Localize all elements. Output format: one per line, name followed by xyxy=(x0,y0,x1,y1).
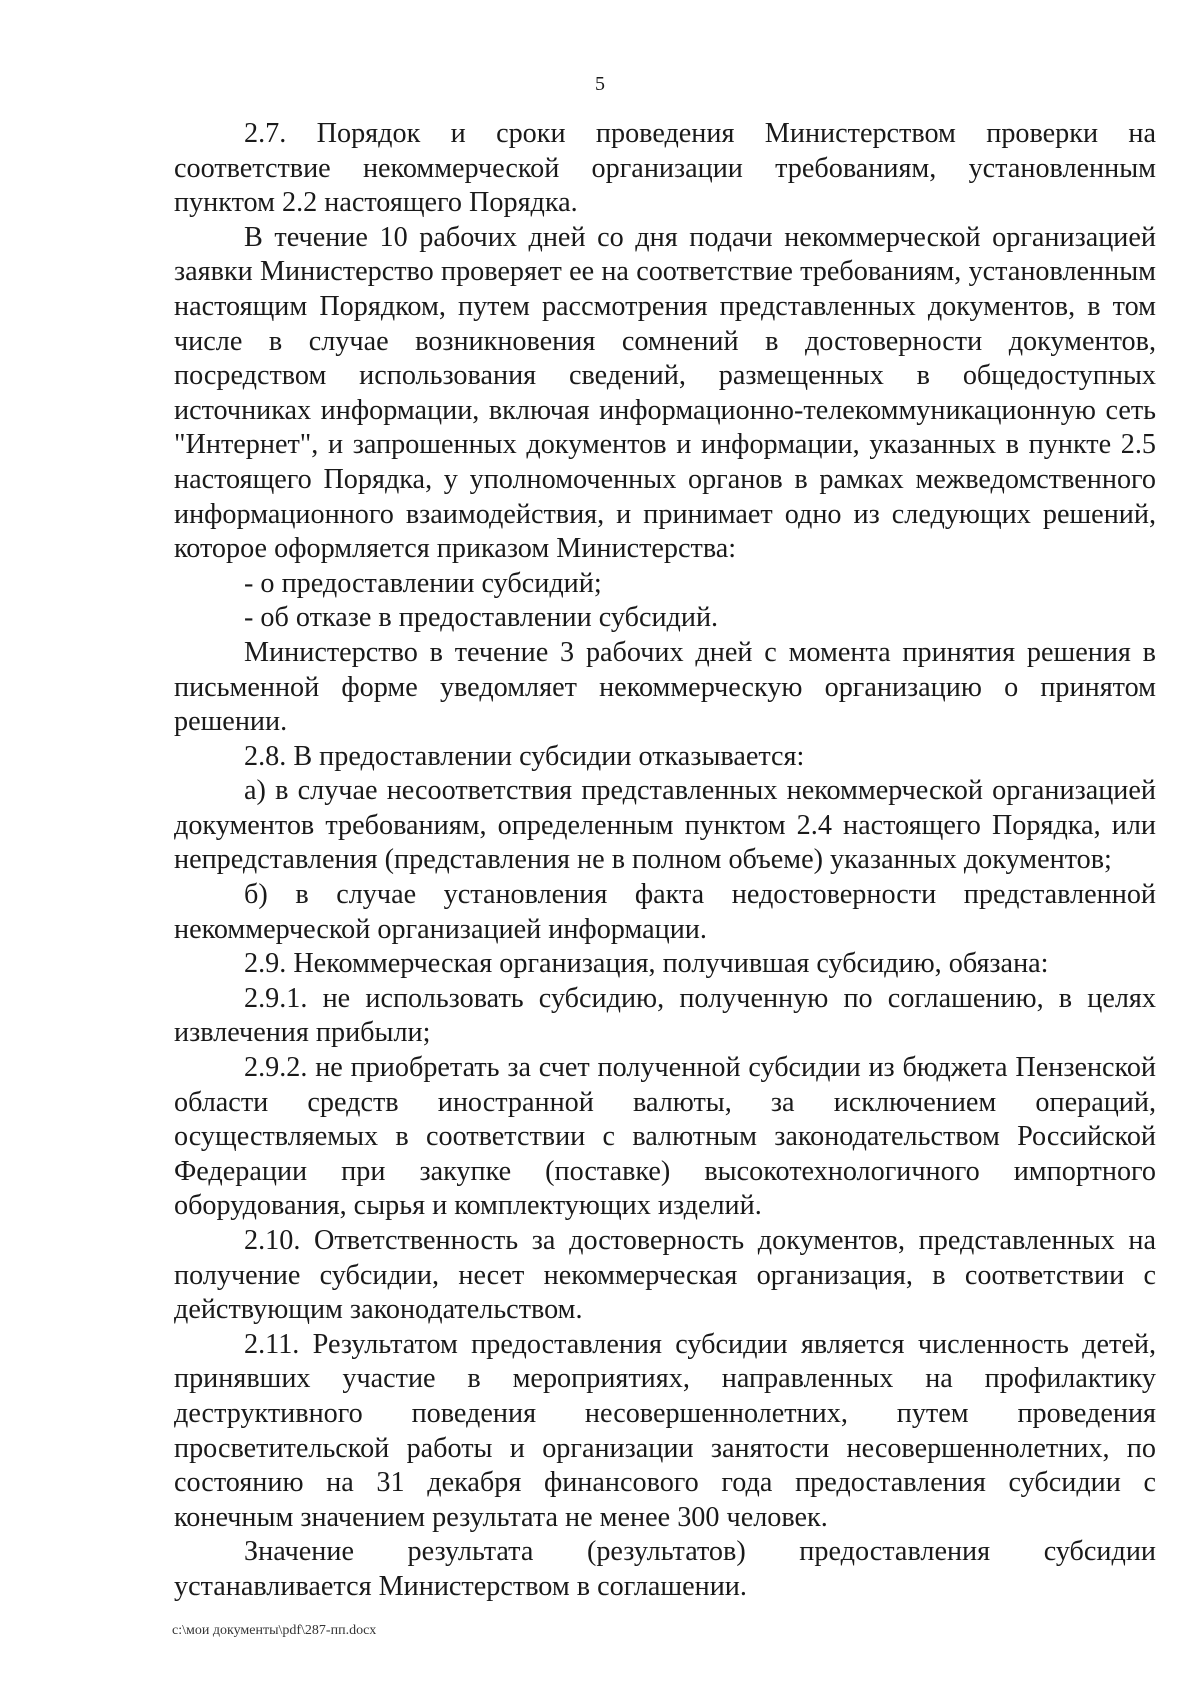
paragraph-2-9: 2.9. Некоммерческая организация, получившая субсидию, обязана: xyxy=(244,948,1049,980)
paragraph-2-8-a: а) в случае несоответствия представленных некоммерческой организацией документов требованиям, определенным пунктом 2.4 настоящего Порядка, или непредставления (представления не в полном объеме) указанных документов; xyxy=(174,775,1156,876)
page-number: 5 xyxy=(595,73,605,95)
footer-file-path: c:\мои документы\pdf\287-пп.docx xyxy=(172,1623,377,1638)
decision-option-refuse: - об отказе в предоставлении субсидий. xyxy=(244,602,719,634)
paragraph-2-8: 2.8. В предоставлении субсидии отказывается: xyxy=(244,740,805,772)
paragraph-2-8-b: б) в случае установления факта недостоверности представленной некоммерческой организацией информации. xyxy=(174,879,1156,945)
paragraph-review-procedure: В течение 10 рабочих дней со дня подачи некоммерческой организацией заявки Министерство проверяет ее на соответствие требованиям, установленным настоящим Порядком, путем рассмотрения представленных документов, в том числе в случае возникновения сомнений в достоверности документов, посредством использования сведений, размещенных в общедоступных источниках информации, включая информационно-телекоммуникационную сеть "Интернет", и запрошенных документов и информации, указанных в пункте 2.5 настоящего Порядка, у уполномоченных органов в рамках межведомственного информационного взаимодействия, и принимает одно из следующих решений, которое оформляется приказом Министерства: xyxy=(174,221,1156,565)
paragraph-2-11: 2.11. Результатом предоставления субсидии является численность детей, принявших участие в мероприятиях, направленных на профилактику деструктивного поведения несовершеннолетних, путем проведения просветительской работы и организации занятости несовершеннолетних, по состоянию на 31 декабря финансового года предоставления субсидии с конечным значением результата не менее 300 человек. xyxy=(174,1328,1156,1533)
paragraph-2-10: 2.10. Ответственность за достоверность документов, представленных на получение субсидии, несет некоммерческая организация, в соответствии с действующим законодательством. xyxy=(174,1225,1156,1326)
paragraph-2-9-2: 2.9.2. не приобретать за счет полученной субсидии из бюджета Пензенской области средств иностранной валюты, за исключением операций, осуществляемых в соответствии с валютным законодательством Российской Федерации при закупке (поставке) высокотехнологичного импортного оборудования, сырья и комплектующих изделий. xyxy=(174,1052,1156,1222)
paragraph-result-value: Значение результата (результатов) предоставления субсидии устанавливается Министерством в соглашении. xyxy=(174,1536,1156,1602)
paragraph-2-7: 2.7. Порядок и сроки проведения Министерством проверки на соответствие некоммерческой организации требованиям, установленным пунктом 2.2 настоящего Порядка. xyxy=(174,118,1156,219)
document-body xyxy=(174,117,1156,1605)
paragraph-notification: Министерство в течение 3 рабочих дней с момента принятия решения в письменной форме уведомляет некоммерческую организацию о принятом решении. xyxy=(174,636,1156,738)
paragraph-2-9-1: 2.9.1. не использовать субсидию, полученную по соглашению, в целях извлечения прибыли; xyxy=(174,982,1156,1049)
decision-option-grant: - о предоставлении субсидий; xyxy=(244,567,602,599)
